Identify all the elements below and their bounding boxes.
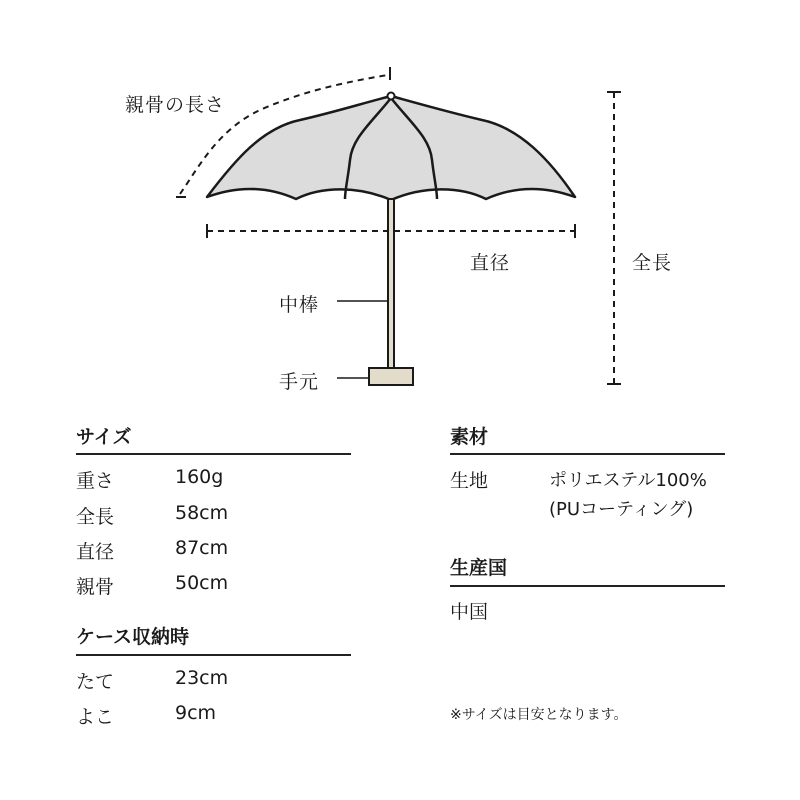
origin-section-title: 生産国 (450, 557, 508, 579)
shaft-label: 中棒 (279, 294, 320, 316)
case-row-height-value: 23cm (175, 667, 229, 689)
umbrella-handle (369, 368, 413, 385)
origin-section-divider (450, 585, 725, 587)
size-row-weight-label: 重さ (76, 470, 115, 492)
umbrella-tip (388, 93, 395, 100)
material-section-divider (450, 453, 725, 455)
size-section-divider (76, 453, 351, 455)
umbrella-shaft (388, 199, 394, 369)
handle-label: 手元 (279, 371, 320, 393)
size-disclaimer-note: ※サイズは目安となります。 (450, 707, 628, 723)
material-section-title: 素材 (450, 426, 489, 448)
material-fabric-label: 生地 (450, 470, 489, 492)
umbrella-canopy (207, 96, 575, 200)
origin-value: 中国 (450, 601, 489, 623)
material-fabric-value-line2: (PUコーティング) (549, 499, 694, 520)
case-row-width-label: よこ (76, 706, 115, 728)
total-length-label: 全長 (632, 252, 673, 274)
material-fabric-value-line1: ポリエステル100% (549, 470, 707, 491)
size-row-weight-value: 160g (175, 466, 224, 488)
case-row-width-value: 9cm (175, 702, 217, 724)
rib-length-label: 親骨の長さ (125, 94, 226, 116)
case-section-title: ケース収納時 (76, 626, 190, 648)
size-section-title: サイズ (76, 426, 132, 448)
case-row-height-label: たて (76, 671, 115, 693)
size-row-total-length-value: 58cm (175, 502, 229, 524)
size-row-rib-value: 50cm (175, 572, 229, 594)
size-row-rib-label: 親骨 (76, 576, 115, 598)
size-row-diameter-value: 87cm (175, 537, 229, 559)
size-row-total-length-label: 全長 (76, 506, 115, 528)
case-section-divider (76, 654, 351, 656)
diameter-label: 直径 (470, 252, 511, 274)
size-row-diameter-label: 直径 (76, 541, 115, 563)
